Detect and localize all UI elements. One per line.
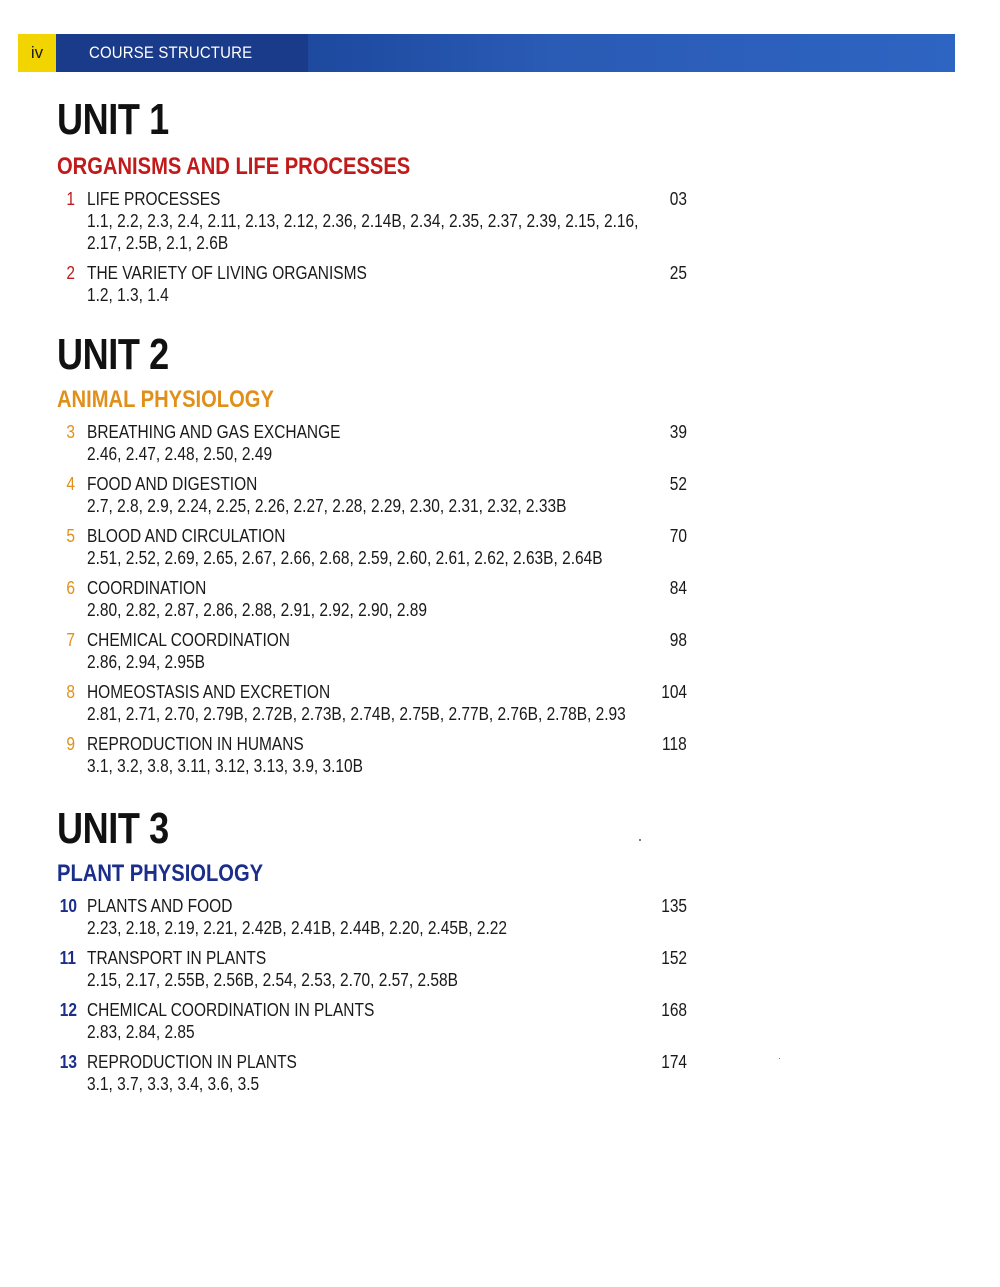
header-title: COURSE STRUCTURE [89, 43, 253, 62]
chapter-number: 6 [66, 578, 75, 598]
chapter-7[interactable] [57, 629, 687, 673]
chapter-refs-line: 2.7, 2.8, 2.9, 2.24, 2.25, 2.26, 2.27, 2.28, 2.29, 2.30, 2.31, 2.32, 2.33B [87, 496, 567, 516]
chapter-refs-line: 3.1, 3.7, 3.3, 3.4, 3.6, 3.5 [87, 1074, 260, 1094]
chapter-page: 98 [669, 630, 687, 650]
unit-2 [57, 330, 687, 777]
chapter-refs-line: 2.23, 2.18, 2.19, 2.21, 2.42B, 2.41B, 2.44B, 2.20, 2.45B, 2.22 [87, 918, 508, 938]
chapter-page: 152 [661, 948, 687, 968]
chapter-13[interactable] [57, 1051, 687, 1095]
scan-speck [779, 1058, 780, 1059]
chapter-title: PLANTS AND FOOD [87, 896, 233, 916]
unit-subtitle: ORGANISMS AND LIFE PROCESSES [57, 153, 411, 180]
unit-title: UNIT 1 [57, 95, 169, 144]
header-bar [18, 34, 955, 72]
chapter-8[interactable] [57, 681, 687, 725]
chapter-title: LIFE PROCESSES [87, 189, 221, 209]
chapter-11[interactable] [57, 947, 687, 991]
chapter-refs-line: 2.86, 2.94, 2.95B [87, 652, 205, 672]
chapter-refs-line: 2.81, 2.71, 2.70, 2.79B, 2.72B, 2.73B, 2.74B, 2.75B, 2.77B, 2.76B, 2.78B, 2.93 [87, 704, 626, 724]
chapter-number: 12 [59, 1000, 78, 1020]
chapter-1[interactable] [57, 188, 687, 254]
chapter-number: 13 [59, 1052, 78, 1072]
chapter-page: 52 [669, 474, 687, 494]
chapter-page: 03 [669, 189, 687, 209]
chapter-page: 168 [661, 1000, 687, 1020]
unit-subtitle: PLANT PHYSIOLOGY [57, 860, 264, 887]
chapter-page: 135 [661, 896, 687, 916]
chapter-refs-line: 2.83, 2.84, 2.85 [87, 1022, 195, 1042]
chapter-title: THE VARIETY OF LIVING ORGANISMS [87, 263, 367, 283]
chapter-6[interactable] [57, 577, 687, 621]
page-number: iv [18, 34, 56, 72]
chapter-refs-line: 2.51, 2.52, 2.69, 2.65, 2.67, 2.66, 2.68, 2.59, 2.60, 2.61, 2.62, 2.63B, 2.64B [87, 548, 603, 568]
chapter-refs-line: 2.80, 2.82, 2.87, 2.86, 2.88, 2.91, 2.92, 2.90, 2.89 [87, 600, 427, 620]
chapter-page: 118 [662, 734, 687, 754]
chapter-page: 39 [669, 422, 687, 442]
chapter-number: 8 [66, 682, 75, 702]
chapter-3[interactable] [57, 421, 687, 465]
chapter-title: COORDINATION [87, 578, 207, 598]
chapter-page: 84 [669, 578, 687, 598]
chapter-title: BLOOD AND CIRCULATION [87, 526, 286, 546]
chapter-number: 5 [66, 526, 75, 546]
chapter-number: 3 [66, 422, 75, 442]
unit-title: UNIT 3 [57, 804, 169, 853]
chapter-12[interactable] [57, 999, 687, 1043]
unit-subtitle: ANIMAL PHYSIOLOGY [57, 386, 274, 413]
chapter-number: 10 [59, 896, 78, 916]
chapter-number: 7 [66, 630, 75, 650]
chapter-number: 1 [66, 189, 75, 209]
unit-3 [57, 804, 687, 1095]
chapter-refs-line: 1.2, 1.3, 1.4 [87, 285, 169, 305]
chapter-title: CHEMICAL COORDINATION [87, 630, 290, 650]
scan-speck [639, 839, 641, 841]
header-strip [56, 34, 955, 72]
chapter-refs-line: 1.1, 2.2, 2.3, 2.4, 2.11, 2.13, 2.12, 2.36, 2.14B, 2.34, 2.35, 2.37, 2.39, 2.15, 2.16, [87, 211, 639, 231]
chapter-title: TRANSPORT IN PLANTS [87, 948, 267, 968]
chapter-title: HOMEOSTASIS AND EXCRETION [87, 682, 331, 702]
chapter-refs-line: 2.15, 2.17, 2.55B, 2.56B, 2.54, 2.53, 2.70, 2.57, 2.58B [87, 970, 458, 990]
chapter-page: 25 [669, 263, 687, 283]
chapter-title: FOOD AND DIGESTION [87, 474, 258, 494]
chapter-4[interactable] [57, 473, 687, 517]
chapter-number: 4 [66, 474, 75, 494]
chapter-10[interactable] [57, 895, 687, 939]
chapter-refs-line: 2.17, 2.5B, 2.1, 2.6B [87, 233, 229, 253]
chapter-page: 174 [661, 1052, 687, 1072]
chapter-refs-line: 2.46, 2.47, 2.48, 2.50, 2.49 [87, 444, 273, 464]
chapter-title: CHEMICAL COORDINATION IN PLANTS [87, 1000, 375, 1020]
chapter-page: 70 [669, 526, 687, 546]
chapter-5[interactable] [57, 525, 687, 569]
unit-1 [57, 95, 687, 306]
chapter-page: 104 [661, 682, 687, 702]
unit-title: UNIT 2 [57, 330, 169, 379]
chapter-refs-line: 3.1, 3.2, 3.8, 3.11, 3.12, 3.13, 3.9, 3.10B [87, 756, 363, 776]
chapter-title: BREATHING AND GAS EXCHANGE [87, 422, 341, 442]
chapter-2[interactable] [57, 262, 687, 306]
header-title-box [56, 34, 308, 72]
chapter-9[interactable] [57, 733, 687, 777]
chapter-title: REPRODUCTION IN HUMANS [87, 734, 304, 754]
chapter-title: REPRODUCTION IN PLANTS [87, 1052, 297, 1072]
chapter-number: 9 [66, 734, 75, 754]
chapter-number: 11 [59, 948, 77, 968]
chapter-number: 2 [66, 263, 75, 283]
